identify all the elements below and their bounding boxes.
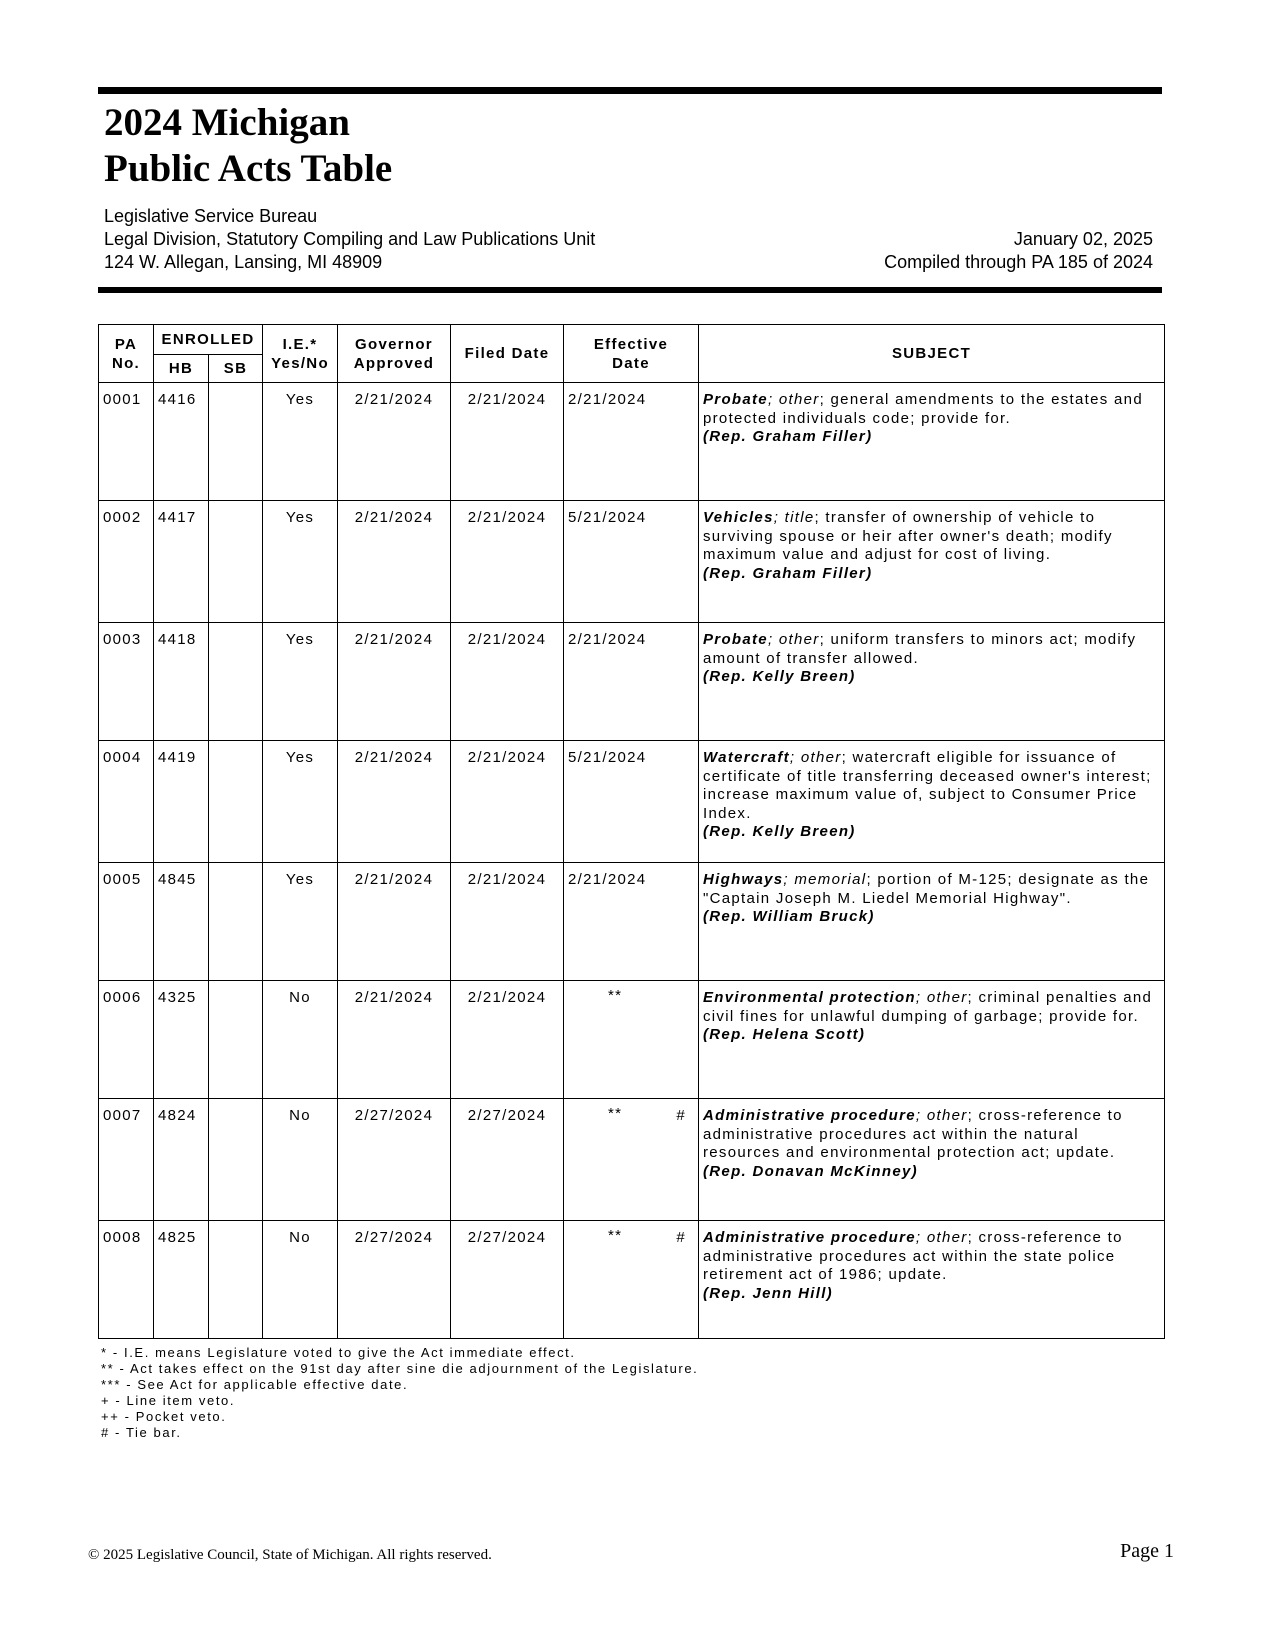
- effective-date-cell: [564, 1221, 699, 1339]
- governor-approved-cell: 2/21/2024: [338, 981, 451, 1099]
- pa-number-cell: 0004: [99, 741, 154, 863]
- subject-description: cross-reference to administrative procedures act within the natural resources and environmental protection act; update.: [703, 1107, 1123, 1161]
- subject-cell: Watercraft; other; watercraft eligible for issuance of certificate of title transferring deceased owner's interest; increase maximum value of, subject to Consumer Price Index. (Rep. Kelly Breen): [699, 741, 1165, 863]
- filed-date-cell: 2/27/2024: [451, 1221, 564, 1339]
- date-block: [884, 228, 1153, 274]
- subject-description: general amendments to the estates and protected individuals code; provide for.: [703, 391, 1143, 427]
- hb-cell: 4845: [154, 863, 209, 981]
- filed-date-cell: 2/21/2024: [451, 623, 564, 741]
- governor-approved-cell: 2/21/2024: [338, 623, 451, 741]
- sb-cell: [209, 501, 263, 623]
- ie-cell: Yes: [263, 501, 338, 623]
- footnote: # - Tie bar.: [101, 1425, 182, 1440]
- sponsor: (Rep. Kelly Breen): [703, 668, 856, 685]
- subject-description: portion of M-125; designate as the "Captain Joseph M. Liedel Memorial Highway".: [703, 871, 1150, 907]
- effective-date-cell: [564, 501, 699, 623]
- ie-cell: Yes: [263, 623, 338, 741]
- subject-cell: Environmental protection; other; criminal penalties and civil fines for unlawful dumping of garbage; provide for. (Rep. Helena Scott): [699, 981, 1165, 1099]
- subject-description: watercraft eligible for issuance of certificate of title transferring deceased owner's interest; increase maximum value of, subject to Consumer Price Index.: [703, 749, 1152, 822]
- header-effective-date: Effective Date: [564, 325, 699, 383]
- pa-number-cell: 0006: [99, 981, 154, 1099]
- subject-cell: Probate; other; uniform transfers to minors act; modify amount of transfer allowed. (Rep. Kelly Breen): [699, 623, 1165, 741]
- subject-cell: Highways; memorial; portion of M-125; designate as the "Captain Joseph M. Liedel Memorial Highway". (Rep. William Bruck): [699, 863, 1165, 981]
- subject-subtopic: other: [926, 1107, 968, 1124]
- ie-cell: No: [263, 1099, 338, 1221]
- effective-date-cell: [564, 863, 699, 981]
- document-date: January 02, 2025: [1013, 229, 1153, 249]
- footnote: + - Line item veto.: [101, 1393, 236, 1408]
- effective-date-cell: [564, 741, 699, 863]
- governor-approved-cell: 2/21/2024: [338, 501, 451, 623]
- header-sb: SB: [209, 355, 263, 383]
- ie-cell: No: [263, 981, 338, 1099]
- effective-date: 5/21/2024: [568, 749, 647, 766]
- footnote: ++ - Pocket veto.: [101, 1409, 227, 1424]
- sb-cell: [209, 1099, 263, 1221]
- subject-subtopic: other: [778, 391, 820, 408]
- pa-number-cell: 0007: [99, 1099, 154, 1221]
- subject-subtopic: memorial: [794, 871, 867, 888]
- title-line-1: 2024 Michigan: [104, 101, 350, 144]
- hb-cell: 4416: [154, 383, 209, 501]
- table-row: [99, 383, 1165, 501]
- table-row: [99, 1099, 1165, 1221]
- subject-topic: Administrative procedure: [703, 1107, 916, 1124]
- copyright: © 2025 Legislative Council, State of Michigan. All rights reserved.: [88, 1547, 492, 1563]
- header-ie: I.E.* Yes/No: [263, 325, 338, 383]
- subject-subtopic: title: [784, 509, 815, 526]
- compiled-through: Compiled through PA 185 of 2024: [884, 252, 1153, 272]
- top-rule: [98, 87, 1162, 94]
- sb-cell: [209, 383, 263, 501]
- ie-cell: Yes: [263, 383, 338, 501]
- footnote: * - I.E. means Legislature voted to give the Act immediate effect.: [101, 1345, 576, 1360]
- hb-cell: 4418: [154, 623, 209, 741]
- subject-description: criminal penalties and civil fines for unlawful dumping of garbage; provide for.: [703, 989, 1153, 1025]
- subject-cell: Administrative procedure; other; cross-reference to administrative procedures act within the natural resources and environmental protection act; update. (Rep. Donavan McKinney): [699, 1099, 1165, 1221]
- effective-date: 2/21/2024: [568, 391, 647, 408]
- subject-topic: Environmental protection: [703, 989, 916, 1006]
- governor-approved-cell: 2/21/2024: [338, 863, 451, 981]
- org-line-3: 124 W. Allegan, Lansing, MI 48909: [104, 252, 383, 272]
- tie-bar-mark: #: [676, 1107, 686, 1124]
- subject-description: cross-reference to administrative procedures act within the state police retirement act of 1986; update.: [703, 1229, 1123, 1283]
- footnote: *** - See Act for applicable effective date.: [101, 1377, 409, 1392]
- tie-bar-mark: #: [676, 1229, 686, 1246]
- subject-cell: Administrative procedure; other; cross-reference to administrative procedures act within the state police retirement act of 1986; update. (Rep. Jenn Hill): [699, 1221, 1165, 1339]
- table-row: [99, 501, 1165, 623]
- org-line-2: Legal Division, Statutory Compiling and Law Publications Unit: [104, 229, 596, 249]
- governor-approved-cell: 2/21/2024: [338, 741, 451, 863]
- footnotes: [101, 1345, 698, 1441]
- subject-topic: Watercraft: [703, 749, 790, 766]
- governor-approved-cell: 2/27/2024: [338, 1099, 451, 1221]
- effective-date-note: **: [608, 1227, 623, 1244]
- organization-block: [104, 205, 595, 274]
- ie-cell: No: [263, 1221, 338, 1339]
- header-governor-approved: Governor Approved: [338, 325, 451, 383]
- table-row: [99, 623, 1165, 741]
- table-row: [99, 863, 1165, 981]
- filed-date-cell: 2/21/2024: [451, 863, 564, 981]
- pa-number-cell: 0003: [99, 623, 154, 741]
- effective-date-cell: [564, 1099, 699, 1221]
- sponsor: (Rep. Helena Scott): [703, 1026, 866, 1043]
- subject-topic: Highways: [703, 871, 784, 888]
- title-line-2: Public Acts Table: [104, 147, 393, 190]
- pa-number-cell: 0002: [99, 501, 154, 623]
- filed-date-cell: 2/21/2024: [451, 741, 564, 863]
- filed-date-cell: 2/21/2024: [451, 981, 564, 1099]
- filed-date-cell: 2/21/2024: [451, 383, 564, 501]
- subject-description: uniform transfers to minors act; modify amount of transfer allowed.: [703, 631, 1137, 667]
- header-hb: HB: [154, 355, 209, 383]
- public-acts-table: [98, 324, 1165, 1339]
- subject-topic: Probate: [703, 391, 768, 408]
- governor-approved-cell: 2/27/2024: [338, 1221, 451, 1339]
- subject-subtopic: other: [778, 631, 820, 648]
- sb-cell: [209, 981, 263, 1099]
- sponsor: (Rep. Jenn Hill): [703, 1284, 833, 1302]
- header-rule: [98, 287, 1162, 293]
- hb-cell: 4419: [154, 741, 209, 863]
- pa-number-cell: 0008: [99, 1221, 154, 1339]
- subject-subtopic: other: [800, 749, 842, 766]
- page-number: Page 1: [1120, 1540, 1174, 1562]
- effective-date-cell: [564, 981, 699, 1099]
- effective-date: 5/21/2024: [568, 509, 647, 526]
- header-subject: SUBJECT: [699, 325, 1165, 383]
- sb-cell: [209, 1221, 263, 1339]
- ie-cell: Yes: [263, 863, 338, 981]
- hb-cell: 4824: [154, 1099, 209, 1221]
- subject-cell: Vehicles; title; transfer of ownership of vehicle to surviving spouse or heir after owner's death; modify maximum value and adjust for cost of living. (Rep. Graham Filler): [699, 501, 1165, 623]
- effective-date-cell: [564, 623, 699, 741]
- table-row: [99, 1221, 1165, 1339]
- effective-date-note: **: [608, 1105, 623, 1122]
- sponsor: (Rep. Graham Filler): [703, 428, 873, 445]
- governor-approved-cell: 2/21/2024: [338, 383, 451, 501]
- subject-subtopic: other: [926, 989, 968, 1006]
- footnote: ** - Act takes effect on the 91st day after sine die adjournment of the Legislature.: [101, 1361, 699, 1376]
- header-enrolled: ENROLLED: [154, 325, 263, 355]
- hb-cell: 4325: [154, 981, 209, 1099]
- document-title: [104, 100, 392, 192]
- header-filed-date: Filed Date: [451, 325, 564, 383]
- sponsor: (Rep. William Bruck): [703, 908, 875, 925]
- subject-topic: Vehicles: [703, 509, 774, 526]
- sponsor: (Rep. Kelly Breen): [703, 823, 856, 840]
- hb-cell: 4417: [154, 501, 209, 623]
- table-row: [99, 981, 1165, 1099]
- pa-number-cell: 0001: [99, 383, 154, 501]
- sb-cell: [209, 741, 263, 863]
- effective-date-note: **: [608, 987, 623, 1004]
- ie-cell: Yes: [263, 741, 338, 863]
- subject-description: transfer of ownership of vehicle to surviving spouse or heir after owner's death; modify maximum value and adjust for cost of living.: [703, 509, 1113, 563]
- effective-date: 2/21/2024: [568, 631, 647, 648]
- header-pa-no: PA No.: [99, 325, 154, 383]
- sb-cell: [209, 623, 263, 741]
- subject-topic: Probate: [703, 631, 768, 648]
- effective-date: 2/21/2024: [568, 871, 647, 888]
- pa-number-cell: 0005: [99, 863, 154, 981]
- hb-cell: 4825: [154, 1221, 209, 1339]
- sponsor: (Rep. Donavan McKinney): [703, 1162, 918, 1180]
- sb-cell: [209, 863, 263, 981]
- effective-date-cell: [564, 383, 699, 501]
- filed-date-cell: 2/27/2024: [451, 1099, 564, 1221]
- subject-topic: Administrative procedure: [703, 1229, 916, 1246]
- subject-cell: Probate; other; general amendments to the estates and protected individuals code; provide for. (Rep. Graham Filler): [699, 383, 1165, 501]
- sponsor: (Rep. Graham Filler): [703, 564, 873, 582]
- filed-date-cell: 2/21/2024: [451, 501, 564, 623]
- table-row: [99, 741, 1165, 863]
- org-line-1: Legislative Service Bureau: [104, 206, 318, 226]
- subject-subtopic: other: [926, 1229, 968, 1246]
